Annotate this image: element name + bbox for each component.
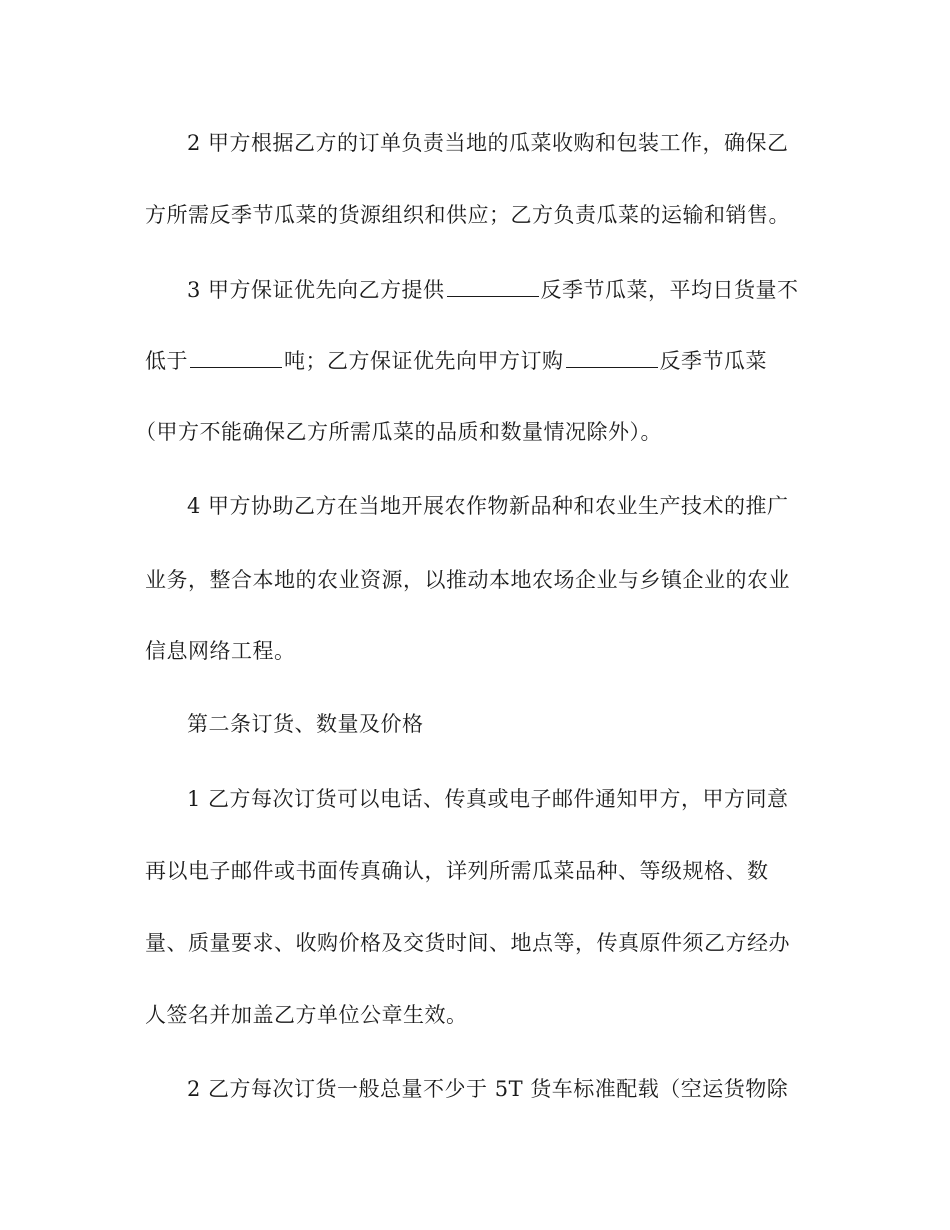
text: 第二条订货、数量及价格 [187, 712, 424, 736]
text: 1 乙方每次订货可以电话、传真或电子邮件通知甲方，甲方同意 [187, 787, 789, 811]
text: 信息网络工程。 [145, 639, 296, 663]
text: 量、质量要求、收购价格及交货时间、地点等，传真原件须乙方经办 [145, 931, 790, 955]
section-heading [187, 706, 424, 742]
text: 反季节瓜菜，平均日货量不 [540, 278, 799, 302]
text: 2 甲方根据乙方的订单负责当地的瓜菜收购和包装工作，确保乙 [187, 131, 789, 155]
blank-line [447, 274, 539, 297]
text: 人签名并加盖乙方单位公章生效。 [145, 1003, 468, 1027]
text: 4 甲方协助乙方在当地开展农作物新品种和农业生产技术的推广 [187, 494, 789, 518]
paragraph-3-line-1 [187, 272, 799, 308]
text: 反季节瓜菜 [659, 349, 767, 373]
text: 方所需反季节瓜菜的货源组织和供应；乙方负责瓜菜的运输和销售。 [145, 203, 790, 227]
paragraph-4-line-1 [187, 488, 789, 524]
paragraph-3-line-3 [135, 414, 662, 450]
text: 3 甲方保证优先向乙方提供 [187, 278, 445, 302]
clause-1-line-1 [187, 781, 789, 817]
blank-line [190, 345, 282, 368]
clause-2-line-1 [187, 1071, 788, 1107]
text: 吨；乙方保证优先向甲方订购 [284, 349, 564, 373]
clause-1-line-4 [145, 997, 468, 1033]
text: 业务，整合本地的农业资源，以推动本地农场企业与乡镇企业的农业 [145, 568, 790, 592]
paragraph-3-line-2 [145, 343, 767, 379]
clause-1-line-3 [145, 925, 790, 961]
paragraph-4-line-2 [145, 562, 790, 598]
paragraph-4-line-3 [145, 633, 296, 669]
text: （甲方不能确保乙方所需瓜菜的品质和数量情况除外）。 [135, 420, 662, 444]
clause-1-line-2 [145, 853, 769, 889]
text: 2 乙方每次订货一般总量不少于 5T 货车标准配载（空运货物除 [187, 1077, 789, 1101]
text: 再以电子邮件或书面传真确认，详列所需瓜菜品种、等级规格、数 [145, 859, 769, 883]
paragraph-2-line-1 [187, 125, 789, 161]
paragraph-2-line-2 [145, 197, 790, 233]
blank-line [566, 345, 658, 368]
text: 低于 [145, 349, 188, 373]
